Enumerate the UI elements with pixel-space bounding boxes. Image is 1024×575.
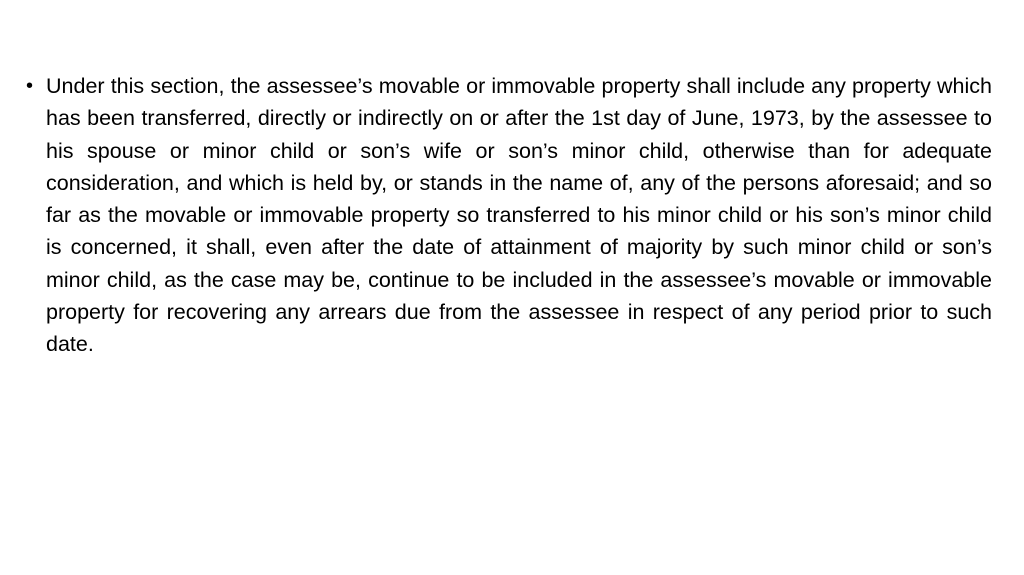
- bullet-item: [26, 70, 992, 361]
- bullet-text: Under this section, the assessee’s movable or immovable property shall include any property which has been transferred, directly or indirectly on or after the 1st day of June, 1973, by the assessee to his spouse or minor child or son’s wife or son’s minor child, otherwise than for adequate consideration, and which is held by, or stands in the name of, any of the persons aforesaid; and so far as the movable or immovable property so transferred to his minor child or his son’s minor child is concerned, it shall, even after the date of attainment of majority by such minor child or son’s minor child, as the case may be, continue to be included in the assessee’s movable or immovable property for recovering any arrears due from the assessee in respect of any period prior to such date.: [46, 74, 992, 357]
- bullet-list: [26, 70, 992, 361]
- bullet-marker: •: [26, 75, 34, 97]
